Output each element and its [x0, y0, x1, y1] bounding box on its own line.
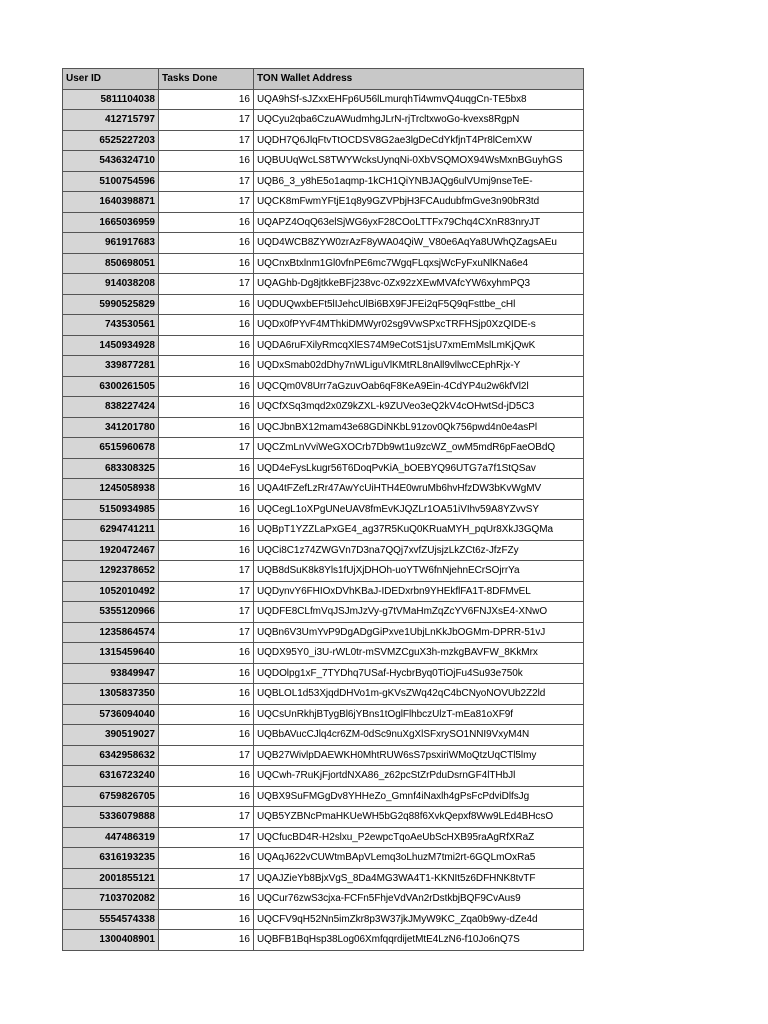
user-id-cell: 5336079888	[63, 807, 159, 828]
wallet-address-cell: UQBFB1BqHsp38Log06XmfqqrdijetMtE4LzN6-f10Jo6nQ7S	[254, 930, 584, 951]
tasks-done-cell: 17	[159, 130, 254, 151]
user-id-cell: 6300261505	[63, 376, 159, 397]
wallet-address-cell: UQD4WCB8ZYW0zrAzF8yWA04QiW_V80e6AqYa8UWhQZagsAEu	[254, 233, 584, 254]
table-row	[63, 110, 584, 131]
table-row	[63, 540, 584, 561]
tasks-done-cell: 17	[159, 827, 254, 848]
table-row	[63, 397, 584, 418]
user-id-cell: 5554574338	[63, 909, 159, 930]
user-id-cell: 5355120966	[63, 602, 159, 623]
tasks-done-cell: 16	[159, 233, 254, 254]
wallet-address-cell: UQBbAVucCJlq4cr6ZM-0dSc9nuXgXlSFxrySO1NNI9VxyM4N	[254, 725, 584, 746]
tasks-done-cell: 16	[159, 786, 254, 807]
wallet-address-cell: UQCJbnBX12mam43e68GDiNKbL91zov0Qk756pwd4n0e4asPl	[254, 417, 584, 438]
user-id-cell: 339877281	[63, 356, 159, 377]
table-row	[63, 745, 584, 766]
tasks-done-cell: 17	[159, 745, 254, 766]
wallet-address-cell: UQAqJ622vCUWtmBApVLemq3oLhuzM7tmi2rt-6GQLmOxRa5	[254, 848, 584, 869]
wallet-address-cell: UQBLOL1d53XjqdDHVo1m-gKVsZWq42qC4bCNyoNOVUb2Z2ld	[254, 684, 584, 705]
table-row	[63, 643, 584, 664]
wallet-address-cell: UQCyu2qba6CzuAWudmhgJLrN-rjTrcltxwoGo-kvexs8RgpN	[254, 110, 584, 131]
wallet-address-cell: UQBUUqWcLS8TWYWcksUynqNi-0XbVSQMOX94WsMxnBGuyhGS	[254, 151, 584, 172]
table-row	[63, 848, 584, 869]
tasks-done-cell: 16	[159, 643, 254, 664]
table-row	[63, 909, 584, 930]
wallet-address-cell: UQDynvY6FHIOxDVhKBaJ-IDEDxrbn9YHEkflFA1T-8DFMvEL	[254, 581, 584, 602]
table-row	[63, 458, 584, 479]
user-id-cell: 1640398871	[63, 192, 159, 213]
user-id-cell: 1245058938	[63, 479, 159, 500]
user-id-cell: 6294741211	[63, 520, 159, 541]
table-row	[63, 704, 584, 725]
wallet-address-cell: UQD4eFysLkugr56T6DoqPvKiA_bOEBYQ96UTG7a7f1StQSav	[254, 458, 584, 479]
wallet-address-cell: UQDOlpg1xF_7TYDhq7USaf-HycbrByq0TiOjFu4Su93e750k	[254, 663, 584, 684]
table-row	[63, 581, 584, 602]
tasks-done-cell: 17	[159, 110, 254, 131]
user-id-cell: 447486319	[63, 827, 159, 848]
wallet-address-cell: UQCQm0V8Urr7aGzuvOab6qF8KeA9Ein-4CdYP4u2w6kfVl2l	[254, 376, 584, 397]
table-row	[63, 889, 584, 910]
wallet-address-cell: UQBpT1YZZLaPxGE4_ag37R5KuQ0KRuaMYH_pqUr8XkJ3GQMa	[254, 520, 584, 541]
tasks-done-cell: 17	[159, 602, 254, 623]
wallet-address-cell: UQCi8C1z74ZWGVn7D3na7QQj7xvfZUjsjzLkZCt6z-JfzFZy	[254, 540, 584, 561]
user-id-cell: 6342958632	[63, 745, 159, 766]
tasks-done-cell: 16	[159, 704, 254, 725]
table-row	[63, 89, 584, 110]
user-id-cell: 5150934985	[63, 499, 159, 520]
user-id-cell: 1920472467	[63, 540, 159, 561]
table-row	[63, 827, 584, 848]
wallet-address-cell: UQBn6V3UmYvP9DgADgGiPxve1UbjLnKkJbOGMm-DPRR-51vJ	[254, 622, 584, 643]
user-id-cell: 412715797	[63, 110, 159, 131]
header-tasks-done: Tasks Done	[159, 69, 254, 90]
table-row	[63, 253, 584, 274]
wallet-address-cell: UQCK8mFwmYFtjE1q8y9GZVPbjH3FCAudubfmGve3n90bR3td	[254, 192, 584, 213]
user-id-cell: 5736094040	[63, 704, 159, 725]
table-row	[63, 499, 584, 520]
table-row	[63, 479, 584, 500]
tasks-done-cell: 16	[159, 684, 254, 705]
wallet-address-cell: UQDX95Y0_i3U-rWL0tr-mSVMZCguX3h-mzkgBAVFW_8KkMrx	[254, 643, 584, 664]
wallet-address-cell: UQDxSmab02dDhy7nWLiguVlKMtRL8nAll9vllwcCEphRjx-Y	[254, 356, 584, 377]
tasks-done-cell: 16	[159, 89, 254, 110]
table-row	[63, 356, 584, 377]
tasks-done-cell: 16	[159, 356, 254, 377]
tasks-done-cell: 16	[159, 212, 254, 233]
tasks-done-cell: 16	[159, 909, 254, 930]
table-row	[63, 130, 584, 151]
user-id-cell: 1300408901	[63, 930, 159, 951]
wallet-address-cell: UQDA6ruFXilyRmcqXlES74M9eCotS1jsU7xmEmMslLmKjQwK	[254, 335, 584, 356]
tasks-done-cell: 17	[159, 807, 254, 828]
user-id-cell: 838227424	[63, 397, 159, 418]
tasks-done-cell: 16	[159, 766, 254, 787]
wallet-address-cell: UQDH7Q6JlqFtvTtOCDSV8G2ae3lgDeCdYkfjnT4Pr8lCemXW	[254, 130, 584, 151]
table-row	[63, 663, 584, 684]
table-row	[63, 315, 584, 336]
table-row	[63, 786, 584, 807]
table-row	[63, 807, 584, 828]
table-row	[63, 294, 584, 315]
user-id-cell: 1665036959	[63, 212, 159, 233]
header-user-id: User ID	[63, 69, 159, 90]
tasks-done-cell: 16	[159, 479, 254, 500]
tasks-done-cell: 17	[159, 868, 254, 889]
tasks-done-cell: 16	[159, 520, 254, 541]
tasks-done-cell: 16	[159, 848, 254, 869]
tasks-done-cell: 16	[159, 335, 254, 356]
user-id-cell: 390519027	[63, 725, 159, 746]
wallet-address-cell: UQDFE8CLfmVqJSJmJzVy-g7tVMaHmZqZcYV6FNJXsE4-XNwO	[254, 602, 584, 623]
tasks-done-cell: 16	[159, 294, 254, 315]
wallet-address-cell: UQCsUnRkhjBTygBl6jYBns1tOglFlhbczUlzT-mEa81oXF9f	[254, 704, 584, 725]
tasks-done-cell: 17	[159, 438, 254, 459]
table-row	[63, 417, 584, 438]
tasks-done-cell: 16	[159, 663, 254, 684]
user-id-cell: 6525227203	[63, 130, 159, 151]
tasks-done-cell: 17	[159, 561, 254, 582]
tasks-done-cell: 16	[159, 315, 254, 336]
wallet-address-cell: UQCegL1oXPgUNeUAV8fmEvKJQZLr1OA51iVIhv59A8YZvvSY	[254, 499, 584, 520]
table-row	[63, 233, 584, 254]
header-wallet-address: TON Wallet Address	[254, 69, 584, 90]
tasks-done-cell: 17	[159, 581, 254, 602]
tasks-done-cell: 16	[159, 930, 254, 951]
table-row	[63, 561, 584, 582]
wallet-address-cell: UQCZmLnVviWeGXOCrb7Db9wt1u9zcWZ_owM5mdR6pFaeOBdQ	[254, 438, 584, 459]
wallet-address-cell: UQCFV9qH52Nn5imZkr8p3W37jkJMyW9KC_Zqa0b9wy-dZe4d	[254, 909, 584, 930]
wallet-address-cell: UQCur76zwS3cjxa-FCFn5FhjeVdVAn2rDstkbjBQF9CvAus9	[254, 889, 584, 910]
tasks-done-cell: 16	[159, 458, 254, 479]
table-row	[63, 376, 584, 397]
wallet-address-cell: UQCwh-7RuKjFjortdNXA86_z62pcStZrPduDsrnGF4lTHbJl	[254, 766, 584, 787]
wallet-address-cell: UQCfucBD4R-H2slxu_P2ewpcTqoAeUbScHXB95raAgRfXRaZ	[254, 827, 584, 848]
table-row	[63, 684, 584, 705]
tasks-done-cell: 16	[159, 725, 254, 746]
wallet-address-cell: UQCfXSq3mqd2x0Z9kZXL-k9ZUVeo3eQ2kV4cOHwtSd-jD5C3	[254, 397, 584, 418]
tasks-done-cell: 16	[159, 889, 254, 910]
wallet-address-cell: UQA4tFZefLzRr47AwYcUiHTH4E0wruMb6hvHfzDW3bKvWgMV	[254, 479, 584, 500]
tasks-done-cell: 17	[159, 622, 254, 643]
table-row	[63, 335, 584, 356]
wallet-address-cell: UQB27WivlpDAEWKH0MhtRUW6sS7psxiriWMoQtzUqCTl5lmy	[254, 745, 584, 766]
wallet-address-cell: UQAPZ4OqQ63elSjWG6yxF28COoLTTFx79Chq4CXnR83nryJT	[254, 212, 584, 233]
tasks-done-cell: 16	[159, 376, 254, 397]
wallet-address-cell: UQAGhb-Dg8jtkkeBFj238vc-0Zx92zXEwMVAfcYW6xyhmPQ3	[254, 274, 584, 295]
wallet-address-cell: UQCnxBtxlnm1Gl0vfnPE6mc7WgqFLqxsjWcFyFxuNlKNa6e4	[254, 253, 584, 274]
table-row	[63, 151, 584, 172]
tasks-done-cell: 16	[159, 397, 254, 418]
wallet-address-cell: UQA9hSf-sJZxxEHFp6U56lLmurqhTi4wmvQ4uqgCn-TE5bx8	[254, 89, 584, 110]
user-id-cell: 1052010492	[63, 581, 159, 602]
user-id-cell: 914038208	[63, 274, 159, 295]
user-id-cell: 5100754596	[63, 171, 159, 192]
user-id-cell: 1450934928	[63, 335, 159, 356]
user-id-cell: 850698051	[63, 253, 159, 274]
user-id-cell: 93849947	[63, 663, 159, 684]
table-row	[63, 212, 584, 233]
tasks-done-cell: 17	[159, 274, 254, 295]
user-id-cell: 6316193235	[63, 848, 159, 869]
wallet-address-cell: UQBX9SuFMGgDv8YHHeZo_Gmnf4iNaxlh4gPsFcPdviDlfsJg	[254, 786, 584, 807]
tasks-done-cell: 17	[159, 171, 254, 192]
wallet-address-cell: UQDUQwxbEFt5lIJehcUlBi6BX9FJFEi2qF5Q9qFsttbe_cHl	[254, 294, 584, 315]
table-row	[63, 438, 584, 459]
tasks-done-cell: 16	[159, 540, 254, 561]
user-id-cell: 6316723240	[63, 766, 159, 787]
table-row	[63, 930, 584, 951]
wallet-address-cell: UQDx0fPYvF4MThkiDMWyr02sg9VwSPxcTRFHSjp0XzQIDE-s	[254, 315, 584, 336]
user-id-cell: 341201780	[63, 417, 159, 438]
user-id-cell: 961917683	[63, 233, 159, 254]
table-row	[63, 192, 584, 213]
wallet-address-cell: UQB5YZBNcPmaHKUeWH5bG2q88f6XvkQepxf8Ww9LEd4BHcsO	[254, 807, 584, 828]
user-id-cell: 5990525829	[63, 294, 159, 315]
wallet-table	[62, 68, 584, 951]
table-row	[63, 622, 584, 643]
table-row	[63, 868, 584, 889]
user-id-cell: 6759826705	[63, 786, 159, 807]
user-id-cell: 5436324710	[63, 151, 159, 172]
user-id-cell: 2001855121	[63, 868, 159, 889]
header-row	[63, 69, 584, 90]
user-id-cell: 6515960678	[63, 438, 159, 459]
table-row	[63, 520, 584, 541]
tasks-done-cell: 17	[159, 192, 254, 213]
table-row	[63, 274, 584, 295]
user-id-cell: 683308325	[63, 458, 159, 479]
wallet-address-cell: UQB6_3_y8hE5o1aqmp-1kCH1QiYNBJAQg6ulVUmj9nseTeE-	[254, 171, 584, 192]
table-body	[63, 89, 584, 950]
wallet-address-cell: UQB8dSuK8k8Yls1fUjXjDHOh-uoYTW6fnNjehnECrSOjrrYa	[254, 561, 584, 582]
wallet-address-cell: UQAJZieYb8BjxVgS_8Da4MG3WA4T1-KKNIt5z6DFHNK8tvTF	[254, 868, 584, 889]
tasks-done-cell: 16	[159, 499, 254, 520]
table-row	[63, 602, 584, 623]
tasks-done-cell: 16	[159, 151, 254, 172]
user-id-cell: 1305837350	[63, 684, 159, 705]
tasks-done-cell: 16	[159, 253, 254, 274]
table-row	[63, 766, 584, 787]
user-id-cell: 5811104038	[63, 89, 159, 110]
tasks-done-cell: 16	[159, 417, 254, 438]
user-id-cell: 743530561	[63, 315, 159, 336]
user-id-cell: 1315459640	[63, 643, 159, 664]
user-id-cell: 1292378652	[63, 561, 159, 582]
table-row	[63, 725, 584, 746]
user-id-cell: 1235864574	[63, 622, 159, 643]
table-row	[63, 171, 584, 192]
user-id-cell: 7103702082	[63, 889, 159, 910]
